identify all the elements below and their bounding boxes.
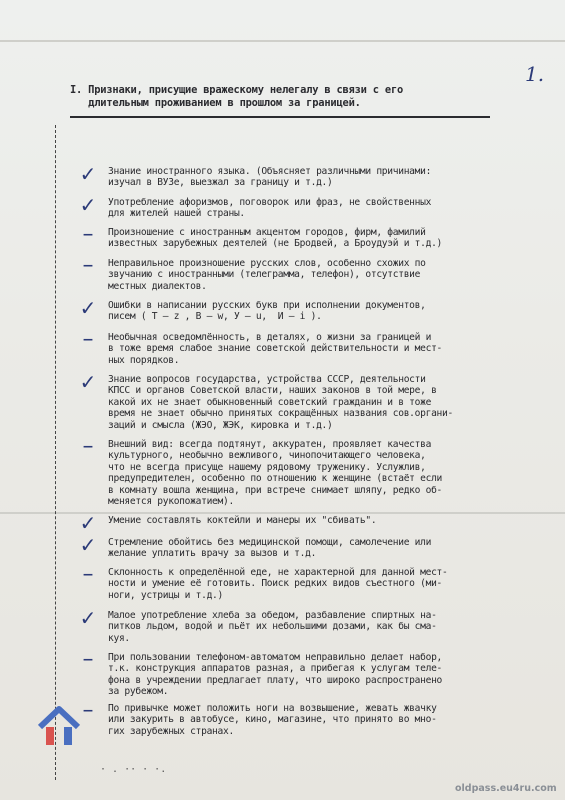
checkmark-icon: ✓ (79, 533, 97, 557)
list-item (108, 652, 548, 698)
heading-line-1: I. Признаки, присущие вражескому нелегалу в связи с его (70, 84, 404, 96)
watermark: oldpass.eu4ru.com (455, 783, 557, 794)
list-item (108, 515, 548, 526)
item-line: для жителей нашей страны. (108, 208, 245, 220)
item-line: изучал в ВУЗе, выезжал за границу и т.д.) (108, 177, 333, 189)
fold-line (0, 40, 565, 42)
dash-mark-icon: – (82, 698, 94, 723)
heading-underline (70, 116, 490, 118)
item-line: Произношение с иностранным акцентом городов, фирм, фамилий (108, 227, 426, 238)
item-line: Употребление афоризмов, поговорок или фраз, не свойственных (108, 197, 432, 208)
item-line: время не знает обычно принятых сокращённых названия сов.органи- (108, 408, 453, 420)
margin-dashed-line (55, 125, 56, 780)
item-line: меняется рукопожатием). (108, 496, 234, 508)
heading-line-2: длительным проживанием в прошлом за границей. (88, 97, 361, 109)
item-line: ноги, устрицы и т.д.) (108, 589, 223, 601)
dash-mark-icon: – (82, 562, 94, 587)
item-line: При пользовании телефоном-автоматом неправильно делает набор, (108, 652, 443, 663)
dash-mark-icon: – (82, 434, 94, 459)
item-line: или закурить в автобусе, кино, магазине, что принято во мно- (108, 714, 437, 726)
list-item (108, 227, 548, 250)
item-line: Стремление обойтись без медицинской помощи, самолечение или (108, 537, 432, 548)
section-heading (70, 84, 520, 110)
dash-mark-icon: – (82, 327, 94, 352)
list-item (108, 567, 548, 601)
dash-mark-icon: – (82, 647, 94, 672)
item-line: гих зарубежных странах. (108, 725, 234, 737)
item-line: звучанию с иностранными (телеграмма, телефон), отсутствие (108, 269, 421, 281)
list-item (108, 374, 548, 431)
list-item (108, 610, 548, 644)
checkmark-icon: ✓ (79, 162, 97, 186)
list-item (108, 439, 548, 507)
item-line: местных диалектов. (108, 280, 207, 292)
checkmark-icon: ✓ (79, 511, 97, 535)
item-line: Внешний вид: всегда подтянут, аккуратен, проявляет качества (108, 439, 432, 450)
item-line: какой их не знает обыкновенный советский гражданин и в тоже (108, 396, 432, 408)
item-line: питков льдом, водой и пьёт их небольшими дозами, как бы сма- (108, 621, 437, 633)
item-line: фона в учреждении предлагает плату, что широко распространено (108, 674, 443, 686)
item-line: Неправильное произношение русских слов, особенно схожих по (108, 258, 426, 269)
list-item (108, 332, 548, 366)
item-line: писем ( Т – z , В – w, У – u, И – i ). (108, 311, 322, 323)
item-line: желание уплатить врачу за вызов и т.д. (108, 548, 317, 560)
house-logo-icon (36, 703, 82, 749)
item-line: в тоже время слабое знание советской действительности и мест- (108, 343, 443, 355)
list-item (108, 197, 548, 220)
item-line: ности и умение её готовить. Поиск редких видов съестного (ми- (108, 578, 443, 590)
item-line: Склонность к определённой еде, не характерной для данной мест- (108, 567, 448, 578)
checkmark-icon: ✓ (79, 606, 97, 630)
item-line: известных зарубежных деятелей (не Бродвей, а Броудуэй и т.д.) (108, 238, 443, 250)
item-line: Знание иностранного языка. (Объясняет различными причинами: (108, 166, 432, 177)
dash-mark-icon: – (82, 253, 94, 278)
list-item (108, 258, 548, 292)
item-line: за рубежом. (108, 686, 169, 698)
item-line: в комнату вошла женщина, при встрече снимает шляпу, редко об- (108, 484, 443, 496)
item-line: т.к. конструкция аппаратов разная, а прибегая к услугам теле- (108, 663, 443, 675)
checkmark-icon: ✓ (79, 193, 97, 217)
item-line: что не всегда присуще нашему рядовому труженику. Услужлив, (108, 461, 426, 473)
item-line: КПСС и органов Советской власти, наших законов в той мере, в (108, 385, 437, 397)
footer-marks: · . ·· · ·. (100, 764, 167, 775)
item-line: культурного, необычно вежливого, чинопочитающего человека, (108, 450, 426, 462)
list-item (108, 166, 548, 189)
list-item (108, 537, 548, 560)
checkmark-icon: ✓ (79, 370, 97, 394)
item-line: Знание вопросов государства, устройства СССР, деятельности (108, 374, 426, 385)
item-line: Необычная осведомлённость, в деталях, о жизни за границей и (108, 332, 432, 343)
item-line: Умение составлять коктейли и манеры их "сбивать". (108, 515, 377, 526)
list-item (108, 703, 548, 737)
item-line: предупредителен, особенно по отношению к женщине (встаёт если (108, 473, 443, 485)
dash-mark-icon: – (82, 222, 94, 247)
page-number: 1. (525, 62, 545, 86)
list-item (108, 300, 548, 323)
item-line: По привычке может положить ноги на возвышение, жевать жвачку (108, 703, 437, 714)
item-line: ных порядков. (108, 354, 180, 366)
item-line: Ошибки в написании русских букв при исполнении документов, (108, 300, 426, 311)
item-line: заций и смысла (ЖЭО, ЖЭК, кировка и т.д.) (108, 419, 333, 431)
item-line: куя. (108, 632, 130, 644)
checkmark-icon: ✓ (79, 296, 97, 320)
item-line: Малое употребление хлеба за обедом, разбавление спиртных на- (108, 610, 437, 621)
